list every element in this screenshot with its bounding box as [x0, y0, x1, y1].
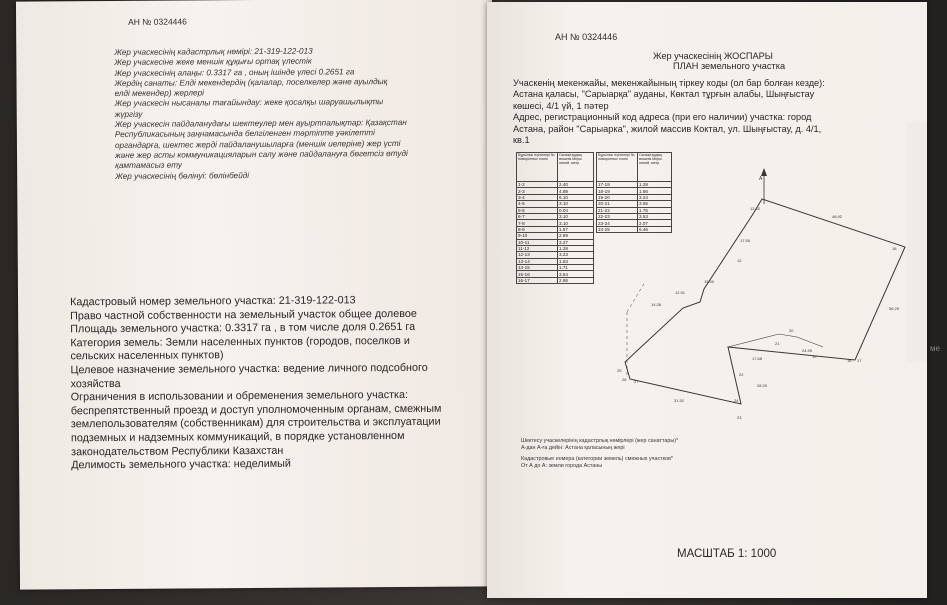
plot-label: 12.91	[675, 290, 686, 295]
plot-label: 24	[734, 398, 739, 403]
russian-text-block	[70, 294, 442, 473]
plot-label: 12.42	[750, 206, 761, 211]
ru-line: Целевое назначение земельного участка: ведение личного подсобного	[70, 361, 428, 377]
length-cell: 0.04	[558, 207, 594, 213]
kazakh-text-block	[114, 46, 408, 182]
table-row	[517, 277, 594, 283]
length-cell: 2.86	[558, 277, 594, 283]
length-cell: 3.24	[638, 194, 672, 200]
boundary-table-1	[516, 152, 594, 284]
plot-labels	[617, 206, 900, 420]
ru-line: Категория земель: Земли населенных пунктов (городов, поселков и	[70, 334, 410, 350]
length-cell: 3.23	[558, 252, 594, 258]
ru-line: подземных и надземных коммуникаций, в порядке установленном	[70, 429, 405, 445]
point-pair-cell: 8-9	[517, 226, 558, 232]
length-cell: 1.57	[558, 226, 594, 232]
ru-line: законодательством Республики Казахстан	[71, 444, 284, 458]
point-pair-cell: 6-7	[517, 213, 558, 219]
ru-line: Ограничения в использовании и обременения земельного участка:	[70, 389, 409, 404]
kz-line: Жер учаскесінің бөлінуі: бөлінбейді	[115, 170, 250, 181]
point-pair-cell: 20-21	[597, 201, 638, 207]
length-cell: 6.10	[558, 194, 594, 200]
point-pair-cell: 19-20	[597, 194, 638, 200]
plot-label: 27	[634, 379, 639, 384]
point-pair-cell: 21-22	[597, 207, 638, 213]
plot-label: 24.95	[802, 348, 813, 353]
left-page	[16, 0, 496, 590]
points-header: Бұрылыс нүктелері № поворотных точек	[597, 153, 638, 182]
kz-line: Республикасының заңнамасында белгіленген тәртіпте уәкілетті	[114, 128, 375, 140]
point-pair-cell: 11-12	[517, 245, 558, 251]
side-clip-text: ме	[930, 344, 940, 353]
address-line: кв.1	[513, 135, 530, 146]
point-pair-cell: 13-14	[517, 258, 558, 264]
plot-label: 15.40	[704, 279, 715, 284]
legend-line: Кадастровые номера (категории земель) смежных участков*	[521, 456, 673, 463]
ru-line: беспрепятственный проезд и доступ уполномоченным органам, смежным	[70, 402, 442, 418]
right-page	[487, 2, 927, 598]
north-arrow-head	[761, 168, 767, 176]
plot-label: 22	[739, 372, 744, 377]
legend-line: Шектесу учаскелерiнiң кадастрлық нөмiрлерi (жер санаттары)*	[521, 438, 679, 444]
ru-line: Право частной собственности на земельный участок общее долевое	[70, 307, 417, 322]
address-block	[513, 78, 825, 146]
length-cell: 2.69	[558, 233, 594, 239]
plot-label: 20	[789, 328, 794, 333]
kz-line: және жер асты коммуникацияларын салу және пайдалануға бөгетсіз өтуді	[114, 148, 408, 160]
point-pair-cell: 14-15	[517, 265, 558, 271]
point-pair-cell: 12-13	[517, 252, 558, 258]
length-cell: 2.40	[558, 182, 594, 188]
length-cell: 1.71	[558, 265, 594, 271]
length-cell: 3.10	[558, 213, 594, 219]
kz-line: Жер учаскесінің алаңы: 0.3317 га , оның ішінде үлесі 0.2651 га	[114, 66, 355, 78]
plot-label: 18	[892, 246, 897, 251]
point-pair-cell: 2-3	[517, 188, 558, 194]
plot-label: 17	[857, 358, 862, 363]
points-header: Бұрылыс нүктелері № поворотных точек	[517, 153, 558, 182]
plot-label: 26	[622, 377, 627, 382]
length-cell: 3.53	[638, 213, 672, 219]
length-cell: 4.89	[558, 188, 594, 194]
length-cell: 1.66	[638, 188, 672, 194]
length-cell: 3.55	[638, 201, 672, 207]
plot-label: 14.28	[651, 302, 662, 307]
point-pair-cell: 9-10	[517, 233, 558, 239]
point-pair-cell: 17-18	[597, 182, 638, 188]
scale-label: МАСШТАБ 1: 1000	[677, 548, 777, 560]
plot-label: 16	[847, 358, 852, 363]
kz-line: Жер учаскесін пайдаланудағы шектеулер мен ауыртпалықтар: Қазақстан	[114, 118, 407, 130]
plot-label: 31.52	[674, 398, 685, 403]
plot-label: 17.68	[752, 356, 763, 361]
point-pair-cell: 3-4	[517, 194, 558, 200]
lengths-header: Сызықтардың өлшемі Меры линий, метр	[638, 153, 672, 182]
ru-line: Кадастровый номер земельного участка: 21-319-122-013	[70, 294, 356, 309]
address-line: Астана, район "Сарыарка", жилой массив Коктал, ул. Шыңғыстау, д. 4/1,	[513, 123, 822, 134]
length-cell: 1.28	[558, 245, 594, 251]
length-cell: 3.54	[558, 271, 594, 277]
kz-line: жүргізу	[114, 109, 143, 119]
north-arrow	[759, 168, 767, 204]
adjacent-parcels-legend	[521, 438, 678, 469]
ru-line: Площадь земельного участка: 0.3317 га , в том числе доля 0.2651 га	[70, 321, 416, 336]
lengths-header: Сызықтардың өлшемі Меры линий, метр	[558, 153, 594, 182]
point-pair-cell: 4-5	[517, 201, 558, 207]
address-line: Учаскенің мекенжайы, мекенжайының тіркеу коды (ол бар болған кезде):	[513, 78, 825, 88]
length-cell: 2.07	[638, 220, 672, 226]
plot-plan-drawing	[607, 162, 917, 432]
ru-line: хозяйства	[70, 377, 121, 390]
certificate-number: АН № 0324446	[128, 16, 187, 27]
north-label: А	[759, 176, 763, 182]
address-line: Астана қаласы, "Сарыарқа" ауданы, Көктал тұрғын алабы, Шыңғыстау	[513, 89, 815, 100]
plan-title-kz: Жер учаскесінің ЖОСПАРЫ	[653, 51, 773, 61]
length-cell: 3.27	[558, 239, 594, 245]
point-pair-cell: 23-24	[597, 220, 638, 226]
point-pair-cell: 7-8	[517, 220, 558, 226]
point-pair-cell: 24-25	[597, 226, 638, 232]
kz-line: Жер учаскесіне жеке меншік құқығы ортақ үлестік	[114, 56, 312, 68]
kz-line: органдарға, шектес жерді пайдаланушыларға (меншік иелеріне) жер үсті	[114, 138, 401, 150]
plot-label: 25	[617, 368, 622, 373]
point-pair-cell: 1-2	[517, 182, 558, 188]
length-cell: 1.63	[558, 258, 594, 264]
ru-line: Делимость земельного участка: неделимый	[71, 457, 291, 472]
plan-title-ru: ПЛАН земельного участка	[673, 61, 786, 71]
plot-label: 56.29	[889, 306, 900, 311]
address-line: Адрес, регистрационный код адреса (при его наличии) участка: город	[513, 112, 812, 123]
point-pair-cell: 18-19	[597, 188, 638, 194]
plot-label: 17.55	[740, 238, 751, 243]
ru-line: землепользователям (собственникам) для строительства и эксплуатации	[70, 416, 441, 431]
plot-label: 48.92	[832, 214, 843, 219]
legend-line: А-дан А-ға дейiн: Астана қаласының жерi	[521, 444, 625, 451]
plot-label: 23	[737, 415, 742, 420]
point-pair-cell: 16-17	[517, 277, 558, 283]
kz-line: Жердің санаты: Елді мекендердің (қалалар, поселкелер және ауылдық	[114, 76, 388, 88]
kz-line: Жер учаскесін нысаналы тағайындау: жеке қосалқы шаруашылықты	[114, 97, 384, 109]
point-pair-cell: 10-11	[517, 239, 558, 245]
plot-label: 12	[737, 258, 742, 263]
parcel-boundary	[625, 199, 905, 404]
point-pair-cell: 15-16	[517, 271, 558, 277]
ru-line: сельских населенных пунктов)	[70, 349, 224, 363]
point-pair-cell: 22-23	[597, 213, 638, 219]
plot-label: 28.25	[757, 383, 768, 388]
kz-line: Жер учаскесінің кадастрлық нөмірі: 21-319-122-013	[114, 46, 313, 57]
legend-line: От А до А: земли города Астаны	[521, 462, 603, 469]
point-pair-cell: 5-6	[517, 207, 558, 213]
length-cell: 3.10	[558, 220, 594, 226]
length-cell: 1.76	[638, 207, 672, 213]
page-edge	[907, 122, 927, 362]
length-cell: 1.28	[638, 182, 672, 188]
dashed-guide	[627, 282, 645, 312]
length-cell: 3.10	[558, 201, 594, 207]
length-cell: 6.46	[638, 226, 672, 232]
kz-line: елді мекендер) жерлері	[114, 88, 204, 99]
address-line: көшесі, 4/1 үй, 1 пәтер	[513, 100, 609, 111]
plot-label: 19	[812, 354, 817, 359]
certificate-number-right: АН № 0324446	[555, 32, 618, 42]
plot-label: 21	[775, 341, 780, 346]
kz-line: қамтамасыз ету	[115, 160, 183, 171]
